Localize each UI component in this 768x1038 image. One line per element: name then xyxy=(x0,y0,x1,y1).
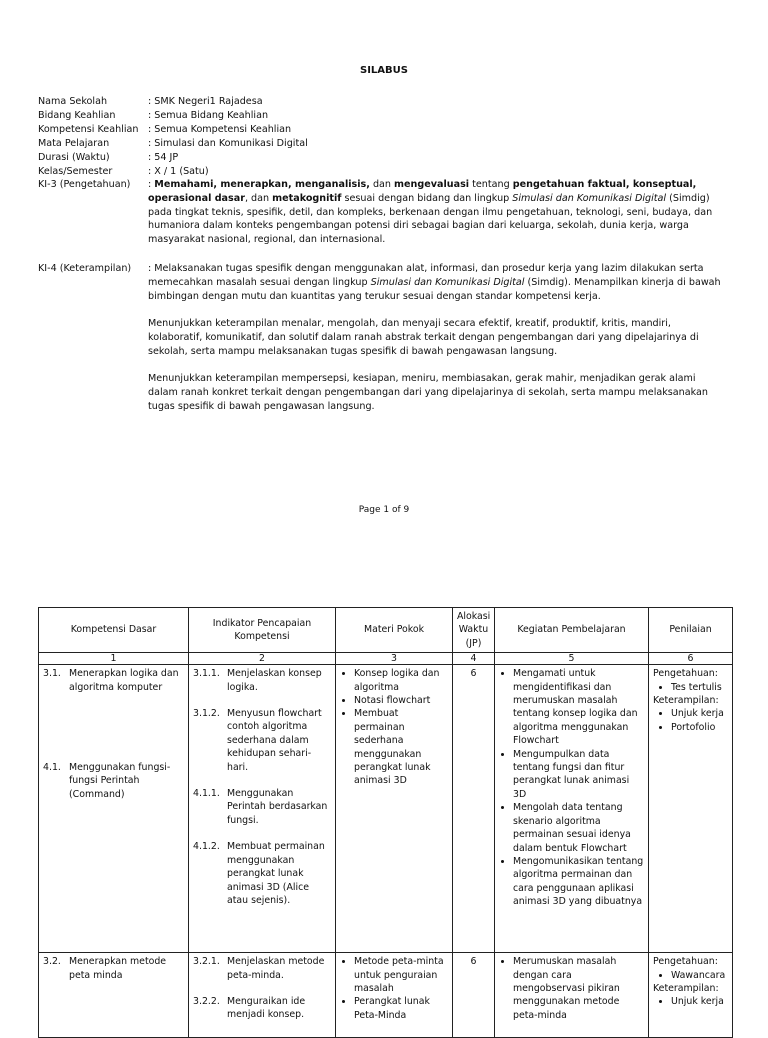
list-item: • Notasi flowchart xyxy=(354,694,448,707)
ki4-paragraph: Menunjukkan keterampilan mempersepsi, kesiapan, meniru, membiasakan, gerak mahir, menjadikan gerak alami dalam ranah konkret terkait dengan pengembangan dari yang dipelajarinya di sekolah, serta mampu melaksanakan tugas spesifik di bawah pengawasan langsung. xyxy=(148,373,708,412)
list-item: • Mengumpulkan data tentang fungsi dan fitur perangkat lunak animasi 3D xyxy=(513,748,644,802)
meta-value: : X / 1 (Satu) xyxy=(148,166,209,177)
page-number: Page 1 of 9 xyxy=(358,505,410,515)
meta-row xyxy=(38,165,728,179)
meta-label: Bidang Keahlian xyxy=(38,110,116,121)
column-number: 6 xyxy=(649,653,733,665)
ki4-paragraph: Menunjukkan keterampilan menalar, mengolah, dan menyaji secara efektif, kreatif, produktif, kritis, mandiri, kolaboratif, komunikatif, dan solutif dalam ranah abstrak terkait dengan pengembangan dari yang dipelajarinya di sekolah, serta mampu melaksanakan tugas spesifik di bawah pengawasan langsung. xyxy=(148,318,699,357)
ki3-label: KI-3 (Pengetahuan) xyxy=(38,179,131,190)
list-item: • Unjuk kerja xyxy=(671,707,728,720)
ki3-section xyxy=(38,178,728,247)
kegiatan-cell xyxy=(495,953,649,1038)
page-title: SILABUS xyxy=(360,65,408,76)
meta-label: Kelas/Semester xyxy=(38,166,113,177)
ki3-text: : Memahami, menerapkan, menganalisis, dan mengevaluasi tentang pengetahuan faktual, konseptual, operasional dasar, dan metakognitif sesuai dengan bidang dan lingkup Simulasi dan Komunikasi Digital (Simdig) pada tingkat teknis, spesifik, detil, dan kompleks, berkenaan dengan ilmu pengetahuan, teknologi, seni, budaya, dan humaniora dalam konteks pengembangan potensi diri sebagai bagian dari keluarga, sekolah, dunia kerja, warga masyarakat nasional, regional, dan internasional. xyxy=(148,179,713,246)
list-item: • Mengomunikasikan tentang algoritma permainan dan cara penggunaan aplikasi animasi 3D yang dibuatnya xyxy=(513,855,644,909)
alokasi-cell: 6 xyxy=(453,665,495,953)
list-item: • Mengamati untuk mengidentifikasi dan merumuskan masalah tentang konsep logika dan algoritma menggunakan Flowchart xyxy=(513,667,644,747)
meta-value: : Semua Bidang Keahlian xyxy=(148,110,269,121)
table-row xyxy=(39,953,733,1038)
list-item: • Wawancara xyxy=(671,969,728,982)
list-item: • Konsep logika dan algoritma xyxy=(354,667,448,694)
ki4-text xyxy=(148,262,728,414)
ki4-section xyxy=(38,262,728,414)
identity-block xyxy=(38,95,728,179)
table-row xyxy=(39,665,733,953)
meta-value: : SMK Negeri1 Rajadesa xyxy=(148,96,263,107)
column-number: 2 xyxy=(189,653,336,665)
column-number: 1 xyxy=(39,653,189,665)
column-number-row xyxy=(39,653,733,665)
table-header-row xyxy=(39,608,733,653)
indikator-cell: 3.1.1. Menjelaskan konsep logika. 3.1.2. Menyusun flowchart contoh algoritma sederhana dalam kehidupan sehari-hari. 4.1.1. Menggunakan Perintah berdasarkan fungsi. 4.1.2. Membuat permainan menggunakan perangkat lunak animasi 3D (Alice atau sejenis). xyxy=(189,665,336,953)
meta-label: Durasi (Waktu) xyxy=(38,152,110,163)
list-item: • Merumuskan masalah dengan cara mengobservasi pikiran menggunakan metode peta-minda xyxy=(513,955,644,1022)
alokasi-cell: 6 xyxy=(453,953,495,1038)
kompetensi-dasar-cell: 3.2. Menerapkan metode peta minda xyxy=(39,953,189,1038)
column-number: 5 xyxy=(495,653,649,665)
penilaian-cell: Pengetahuan: • Tes tertulis Keterampilan: • Unjuk kerja • Portofolio xyxy=(649,665,733,953)
materi-cell xyxy=(336,953,453,1038)
kompetensi-dasar-cell: 3.1. Menerapkan logika dan algoritma komputer 4.1. Menggunakan fungsi-fungsi Perintah (Command) xyxy=(39,665,189,953)
meta-row xyxy=(38,109,728,123)
penilaian-cell: Pengetahuan: • Wawancara Keterampilan: • Unjuk kerja xyxy=(649,953,733,1038)
list-item: • Portofolio xyxy=(671,721,728,734)
indikator-cell: 3.2.1. Menjelaskan metode peta-minda. 3.2.2. Menguraikan ide menjadi konsep. xyxy=(189,953,336,1038)
meta-label: Kompetensi Keahlian xyxy=(38,124,139,135)
meta-label: Nama Sekolah xyxy=(38,96,108,107)
kegiatan-cell xyxy=(495,665,649,953)
meta-row xyxy=(38,95,728,109)
list-item: • Tes tertulis xyxy=(671,681,728,694)
column-number: 4 xyxy=(453,653,495,665)
column-header: Kompetensi Dasar xyxy=(39,608,189,653)
column-header: Penilaian xyxy=(649,608,733,653)
ki4-paragraph: : Melaksanakan tugas spesifik dengan menggunakan alat, informasi, dan prosedur kerja yang lazim dilakukan serta memecahkan masalah sesuai dengan lingkup Simulasi dan Komunikasi Digital (Simdig). Menampilkan kinerja di bawah bimbingan dengan mutu dan kuantitas yang terukur sesuai dengan standar kompetensi kerja. xyxy=(148,263,721,302)
meta-row xyxy=(38,151,728,165)
column-header: Alokasi Waktu (JP) xyxy=(453,608,495,653)
meta-value: : 54 JP xyxy=(148,152,179,163)
meta-row xyxy=(38,123,728,137)
column-header: Indikator Pencapaian Kompetensi xyxy=(189,608,336,653)
list-item: • Metode peta-minta untuk penguraian masalah xyxy=(354,955,448,995)
ki4-label: KI-4 (Keterampilan) xyxy=(38,263,132,274)
column-header: Materi Pokok xyxy=(336,608,453,653)
silabus-table xyxy=(38,607,733,1038)
list-item: • Mengolah data tentang skenario algoritma permainan sesuai idenya dalam bentuk Flowchart xyxy=(513,801,644,855)
column-number: 3 xyxy=(336,653,453,665)
meta-value: : Semua Kompetensi Keahlian xyxy=(148,124,292,135)
list-item: • Perangkat lunak Peta-Minda xyxy=(354,995,448,1022)
column-header: Kegiatan Pembelajaran xyxy=(495,608,649,653)
meta-label: Mata Pelajaran xyxy=(38,138,110,149)
meta-row xyxy=(38,137,728,151)
materi-cell xyxy=(336,665,453,953)
list-item: • Membuat permainan sederhana menggunakan perangkat lunak animasi 3D xyxy=(354,707,448,787)
meta-value: : Simulasi dan Komunikasi Digital xyxy=(148,138,308,149)
list-item: • Unjuk kerja xyxy=(671,995,728,1008)
